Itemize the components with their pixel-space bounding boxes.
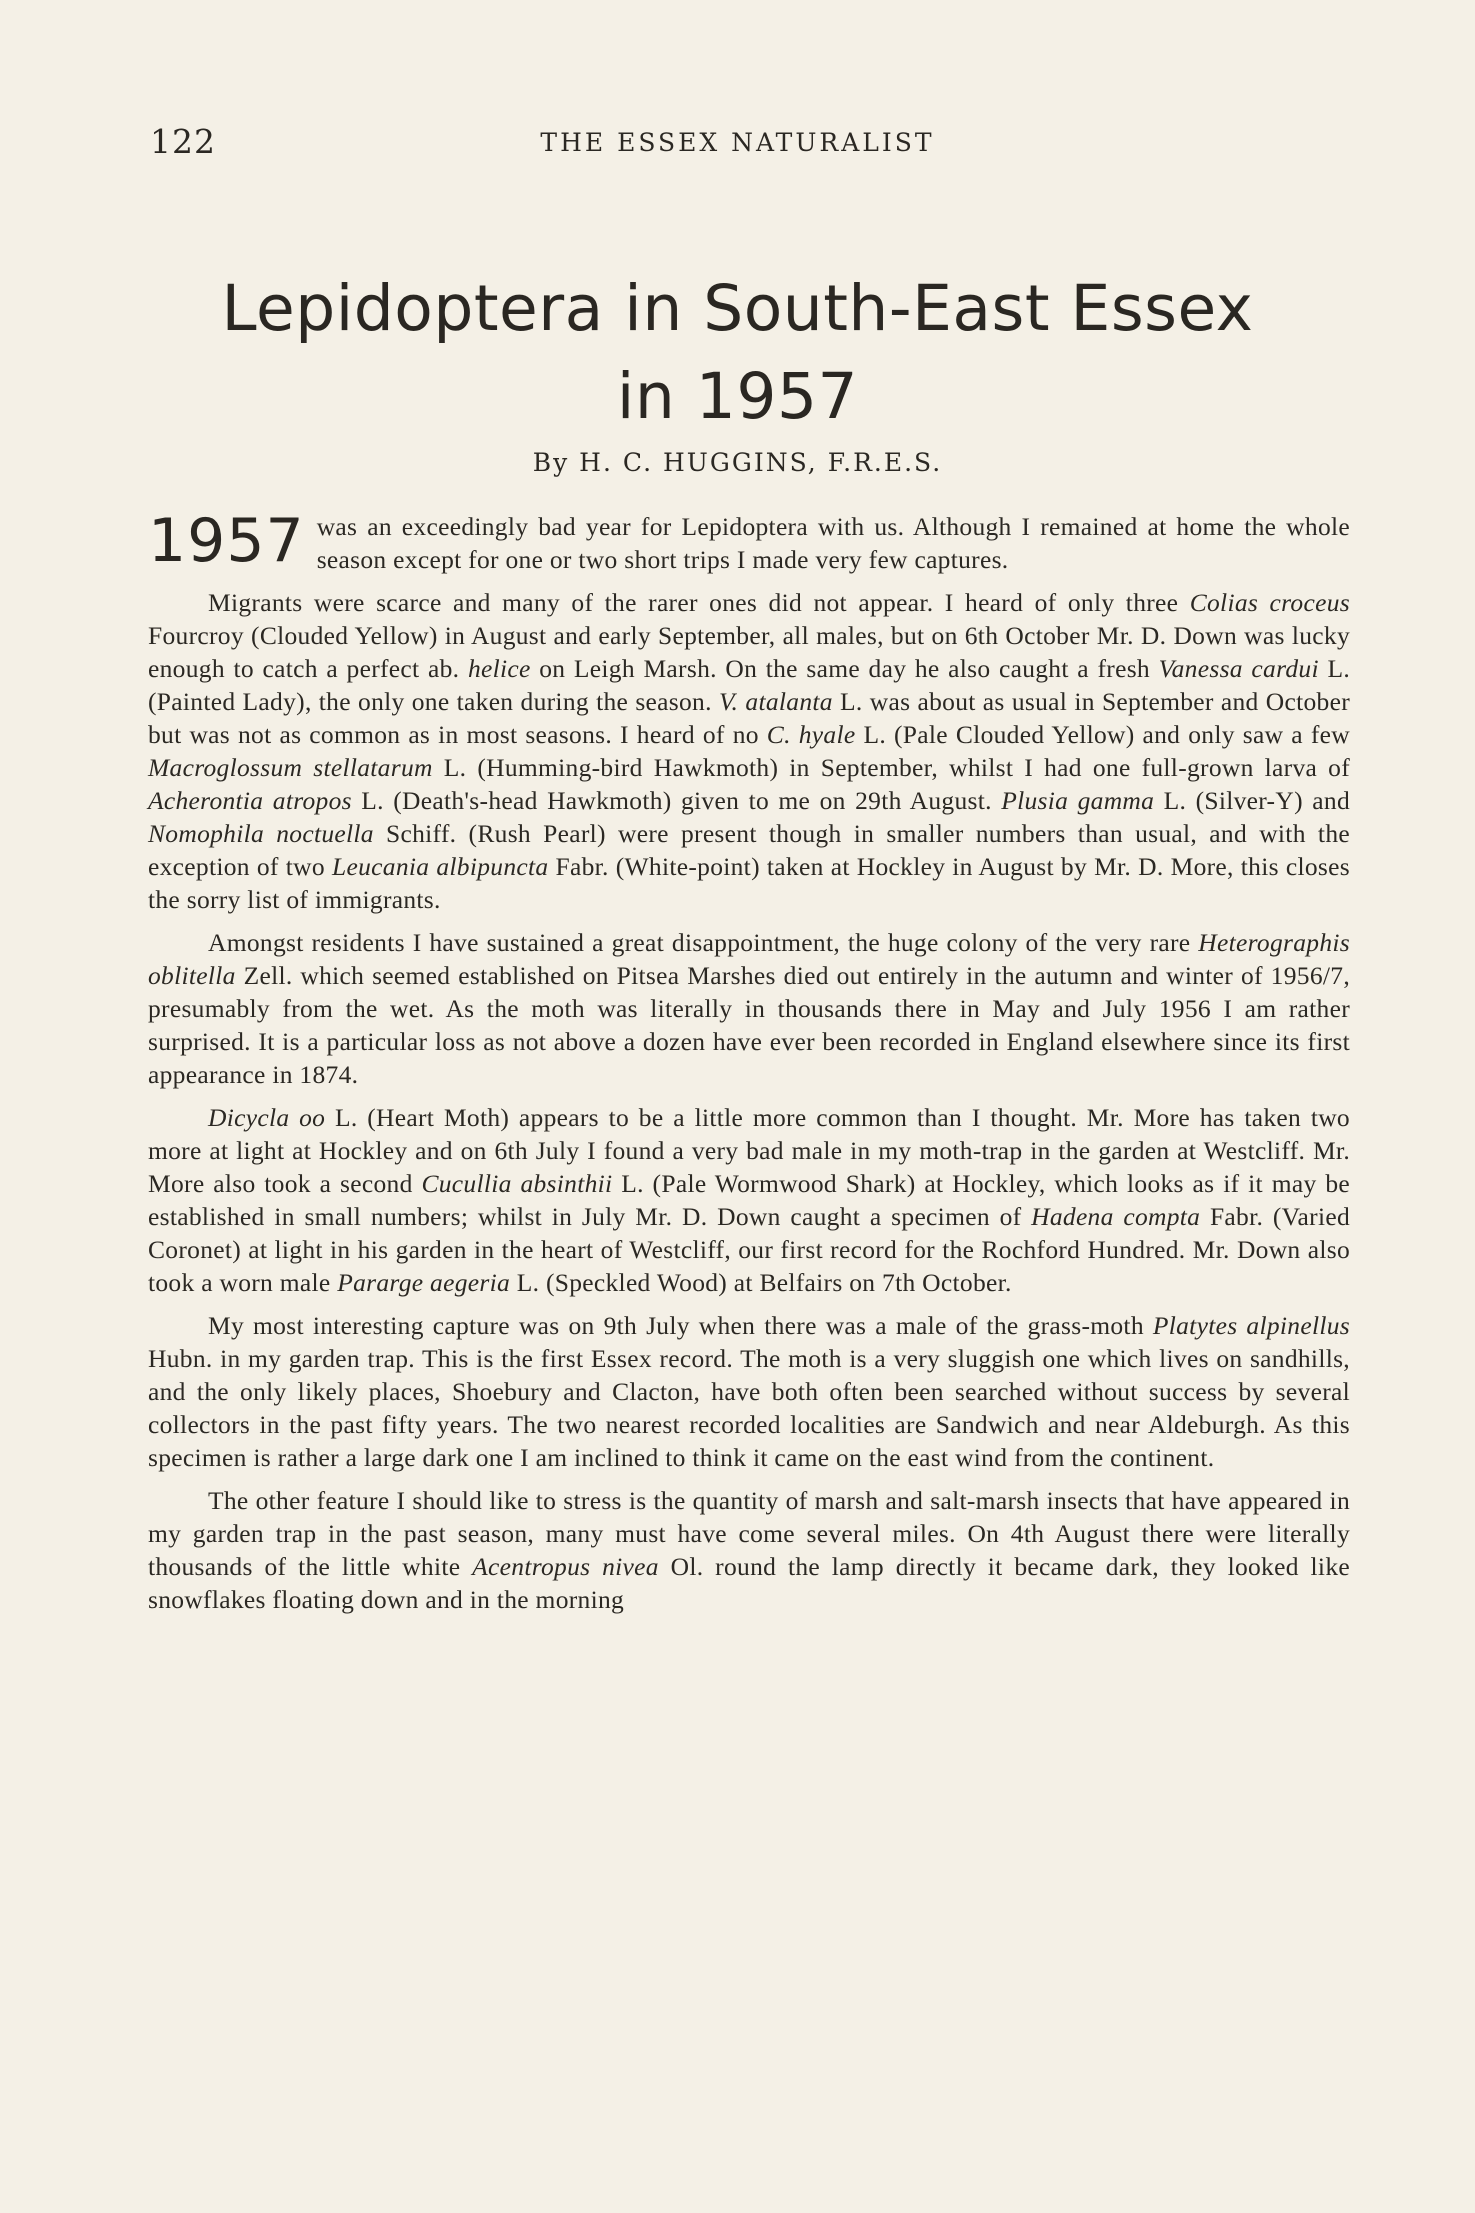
text-run: L. (Pale Wormwood Shark) at Hockley, which looks as if it may be established in small numbers; whilst in July Mr. D. Down caught a specimen of — [148, 1169, 1350, 1231]
species-name: Vanessa cardui — [1158, 654, 1319, 683]
article-body — [148, 506, 1351, 1626]
text-run: Amongst residents I have sustained a great disappointment, the huge colony of the very rare — [208, 928, 1199, 957]
text-run: L. (Humming-bird Hawkmoth) in September, whilst I had one full-grown larva of — [432, 753, 1350, 782]
species-name: Dicycla oo — [208, 1103, 326, 1132]
species-name: Leucania albipuncta — [332, 852, 549, 881]
article-title-line-1: Lepidoptera in South-East Essex — [221, 272, 1254, 345]
text-run: The other feature I should like to stress is the quantity of marsh and salt-marsh insects that have appeared in my garden trap in the past season, many must have come several miles. On 4th August there were literally thousands of the little white — [148, 1486, 1350, 1581]
article-title — [180, 265, 1295, 441]
species-name: C. hyale — [766, 720, 856, 749]
text-run: Schiff. (Rush Pearl) were present though in smaller numbers than usual, and with the exception of two — [148, 819, 1350, 881]
species-name: Pararge aegeria — [337, 1268, 511, 1297]
text-run: L. (Pale Clouded Yellow) and only saw a few — [855, 720, 1350, 749]
species-name: Colias croceus — [1189, 588, 1350, 617]
species-name: Macroglossum stellatarum — [148, 753, 433, 782]
paragraph-1 — [148, 506, 1350, 576]
text-run: Fabr. (White-point) taken at Hockley in August by Mr. D. More, this closes the sorry list of immigrants. — [148, 852, 1350, 914]
text-run: L. was about as usual in September and October but was not as common as in most seasons. I heard of no — [148, 687, 1350, 749]
species-name: Plusia gamma — [1001, 786, 1155, 815]
byline: By H. C. HUGGINS, F.R.E.S. — [532, 448, 943, 477]
text-run: Hubn. in my garden trap. This is the first Essex record. The moth is a very sluggish one which lives on sandhills, and the only likely places, Shoebury and Clacton, have both often been searched without success by several collectors in the past fifty years. The two nearest recorded localities are Sandwich and near Aldeburgh. As this specimen is rather a large dark one I am inclined to think it came on the east wind from the continent. — [148, 1344, 1350, 1472]
text-run: Zell. which seemed established on Pitsea Marshes died out entirely in the autumn and winter of 1956/7, presumably from the wet. As the moth was literally in thousands there in May and July 1956 I am rather surprised. It is a particular loss as not above a dozen have ever been recorded in England elsewhere since its first appearance in 1874. — [148, 961, 1350, 1089]
species-name: Hadena compta — [1031, 1202, 1201, 1231]
species-name: Acherontia atropos — [148, 786, 352, 815]
text-run: My most interesting capture was on 9th July when there was a male of the grass-moth — [208, 1311, 1153, 1340]
text-run: Fabr. (Varied Coronet) at light in his garden in the heart of Westcliff, our first record for the Rochford Hundred. Mr. Down also took a worn male — [148, 1202, 1350, 1297]
species-name: Heterographis oblitella — [148, 928, 1350, 990]
article-title-line-2: in 1957 — [616, 360, 859, 433]
species-name: Acentropus nivea — [472, 1552, 659, 1581]
text-run: Fourcroy (Clouded Yellow) in August and early September, all males, but on 6th October Mr. D. Down was lucky enough to catch a perfect ab. — [148, 621, 1350, 683]
species-name: V. atalanta — [718, 687, 833, 716]
drop-cap-year: 1957 — [148, 506, 305, 576]
species-name: Platytes alpinellus — [1152, 1311, 1351, 1340]
text-run: Ol. round the lamp directly it became dark, they looked like snowflakes floating down and in the morning — [148, 1552, 1350, 1614]
text-run: on Leigh Marsh. On the same day he also caught a fresh — [530, 654, 1159, 683]
text-run: L. (Death's-head Hawkmoth) given to me on 29th August. — [351, 786, 1002, 815]
running-head — [0, 122, 1475, 162]
species-name: helice — [467, 654, 531, 683]
text-run: L. (Silver-Y) and — [1154, 786, 1350, 815]
species-name: Cucullia absinthii — [421, 1169, 613, 1198]
paragraph-3 — [148, 926, 1350, 1091]
text-run: L. (Painted Lady), the only one taken during the season. — [148, 654, 1350, 716]
paragraph-5 — [148, 1309, 1350, 1474]
paragraph-2 — [148, 586, 1350, 916]
text-run: Migrants were scarce and many of the rarer ones did not appear. I heard of only three — [208, 588, 1190, 617]
text-run: L. (Heart Moth) appears to be a little more common than I thought. Mr. More has taken two more at light at Hockley and on 6th July I found a very bad male in my moth-trap in the garden at Westcliff. Mr. More also took a second — [148, 1103, 1350, 1198]
journal-title: THE ESSEX NATURALIST — [540, 128, 935, 157]
species-name: Nomophila noctuella — [148, 819, 374, 848]
text-run: L. (Speckled Wood) at Belfairs on 7th October. — [510, 1268, 1012, 1297]
paragraph-1-text: was an exceedingly bad year for Lepidoptera with us. Although I remained at home the whole season except for one or two short trips I made very few captures. — [316, 512, 1350, 574]
paragraph-4 — [148, 1101, 1350, 1299]
page-number: 122 — [150, 122, 216, 161]
paragraph-6 — [148, 1484, 1350, 1616]
